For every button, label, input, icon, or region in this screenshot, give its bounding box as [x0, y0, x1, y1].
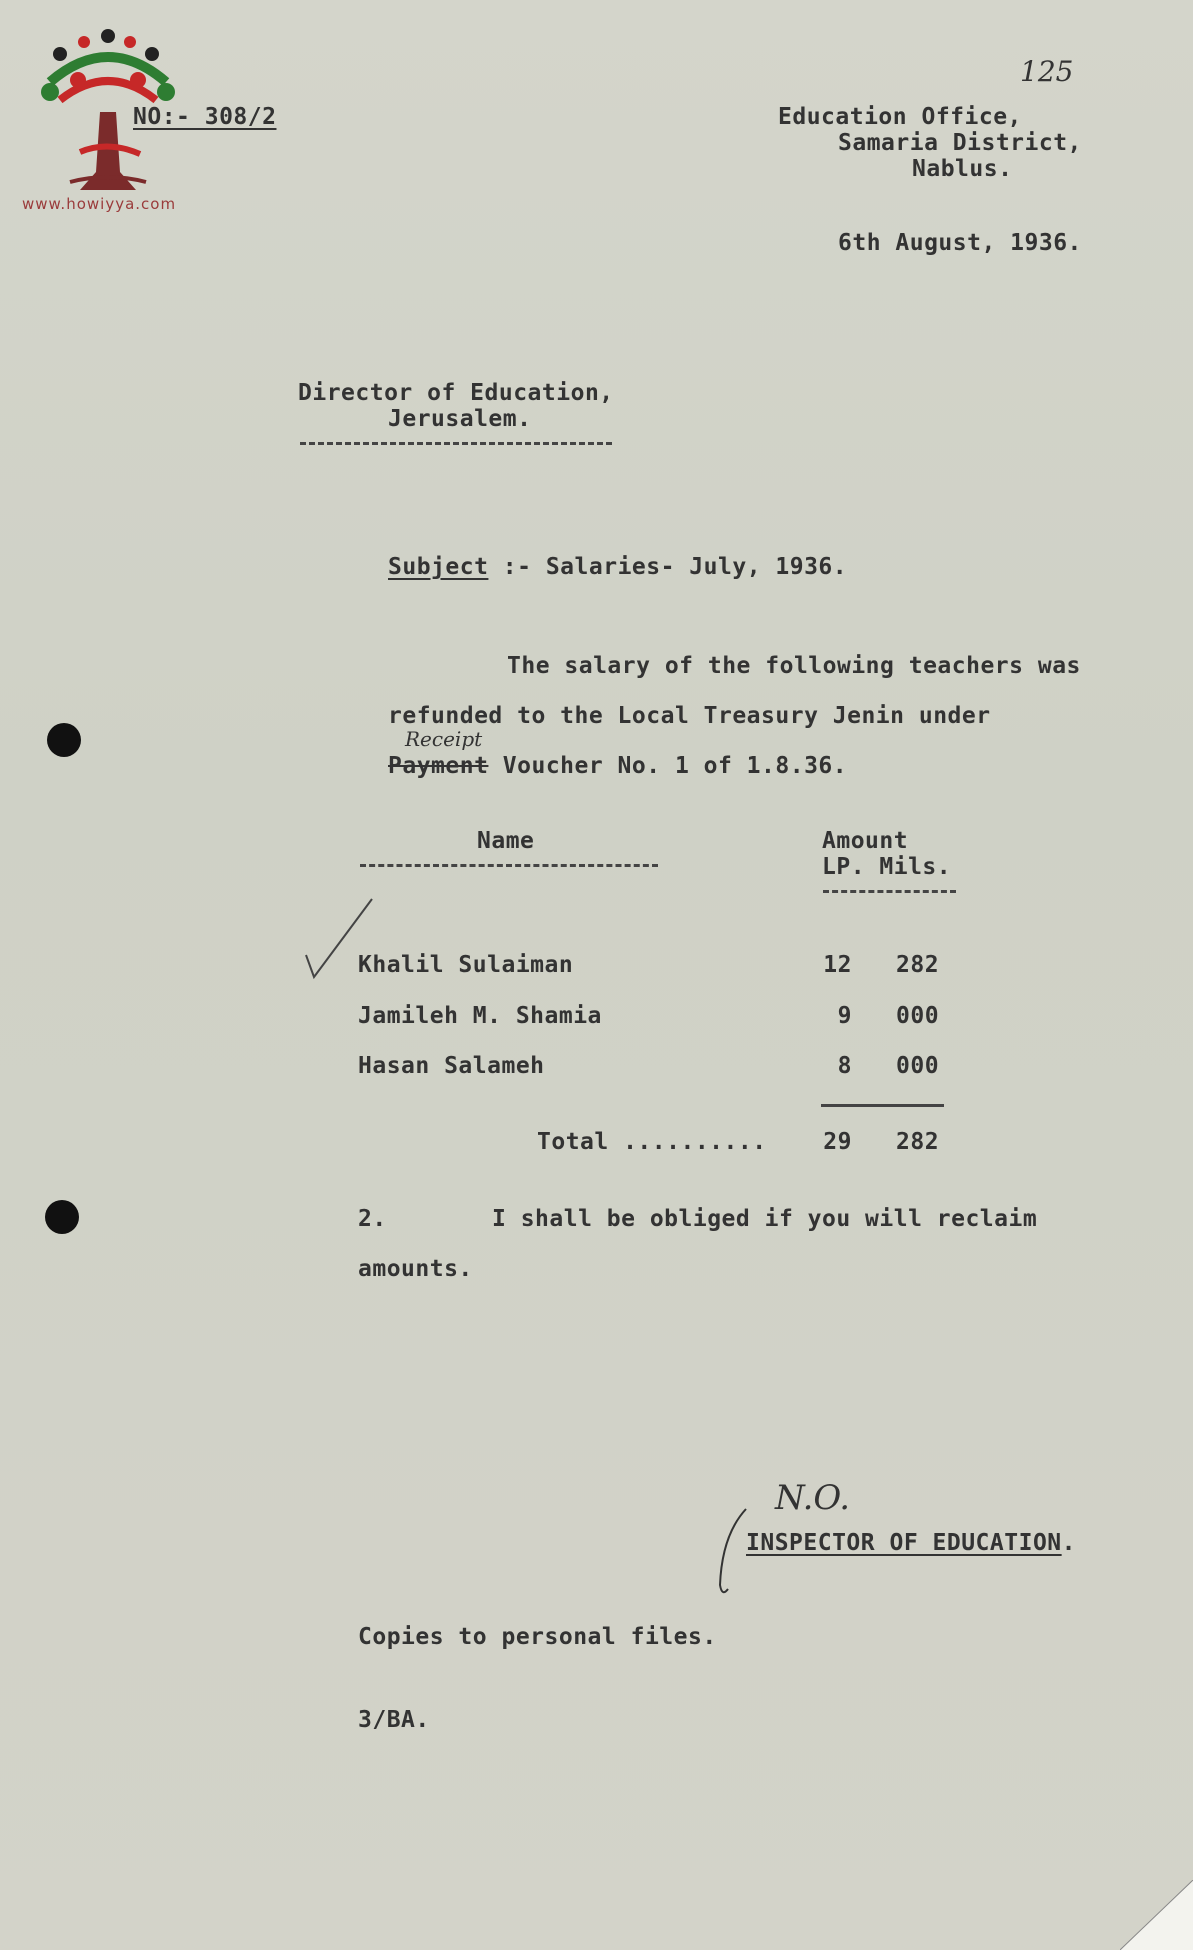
footer-reference: 3/BA. [358, 1707, 430, 1733]
subject-separator: :- [488, 554, 532, 580]
body-line-1: The salary of the following teachers was [507, 653, 1081, 679]
paragraph-2-line-2: amounts. [358, 1256, 473, 1282]
column-name-header: Name [477, 828, 535, 854]
letter-date: 6th August, 1936. [838, 230, 1082, 256]
reference-number: NO:- 308/2 [133, 104, 277, 130]
total-mils: 282 [896, 1129, 940, 1155]
signature-initials: N.O. [775, 1478, 851, 1518]
table-row-mils: 282 [896, 952, 940, 978]
table-row-mils: 000 [896, 1003, 940, 1029]
table-row-mils: 000 [896, 1053, 940, 1079]
copies-note: Copies to personal files. [358, 1624, 717, 1650]
signature-period: . [1061, 1530, 1076, 1556]
page-number: 125 [1020, 55, 1074, 88]
subject-line [388, 554, 847, 580]
paragraph-2-line-1: I shall be obliged if you will reclaim [492, 1206, 1038, 1232]
office-line-2: Samaria District, [838, 130, 1082, 156]
column-units-header: LP. Mils. [822, 854, 952, 880]
body-line-3 [388, 753, 847, 779]
logo-url: www.howiyya.com [22, 195, 177, 213]
table-row-lp: 12 [823, 952, 852, 978]
table-row-name: Jamileh M. Shamia [358, 1003, 602, 1029]
body-line-2: refunded to the Local Treasury Jenin under [388, 703, 991, 729]
column-amount-header: Amount [822, 828, 909, 854]
addressee-line-1: Director of Education, [298, 380, 614, 406]
subject-label: Subject [388, 554, 489, 580]
table-row-name: Khalil Sulaiman [358, 952, 574, 978]
amount-column-rule [823, 890, 956, 893]
table-row-lp: 8 [837, 1053, 852, 1079]
total-label: Total .......... [537, 1129, 767, 1155]
office-line-1: Education Office, [778, 104, 1022, 130]
office-line-3: Nablus. [912, 156, 1013, 182]
table-row-name: Hasan Salameh [358, 1053, 545, 1079]
paragraph-2-number: 2. [358, 1206, 387, 1232]
signature-title: INSPECTOR OF EDUCATION [746, 1530, 1062, 1556]
addressee-line-2: Jerusalem. [388, 406, 532, 432]
table-row-lp: 9 [837, 1003, 852, 1029]
total-rule [821, 1104, 944, 1107]
handwritten-correction: Receipt [405, 727, 483, 751]
signature-title-line [746, 1530, 1076, 1556]
subject-text: Salaries- July, 1936. [531, 554, 848, 580]
punch-hole [47, 723, 81, 757]
name-column-rule [360, 864, 658, 867]
struck-word: Payment [388, 753, 489, 779]
total-lp: 29 [823, 1129, 852, 1155]
body-line-3-rest: Voucher No. 1 of 1.8.36. [488, 753, 848, 779]
punch-hole [45, 1200, 79, 1234]
addressee-rule [300, 442, 612, 445]
folded-corner-icon [1120, 1880, 1193, 1950]
